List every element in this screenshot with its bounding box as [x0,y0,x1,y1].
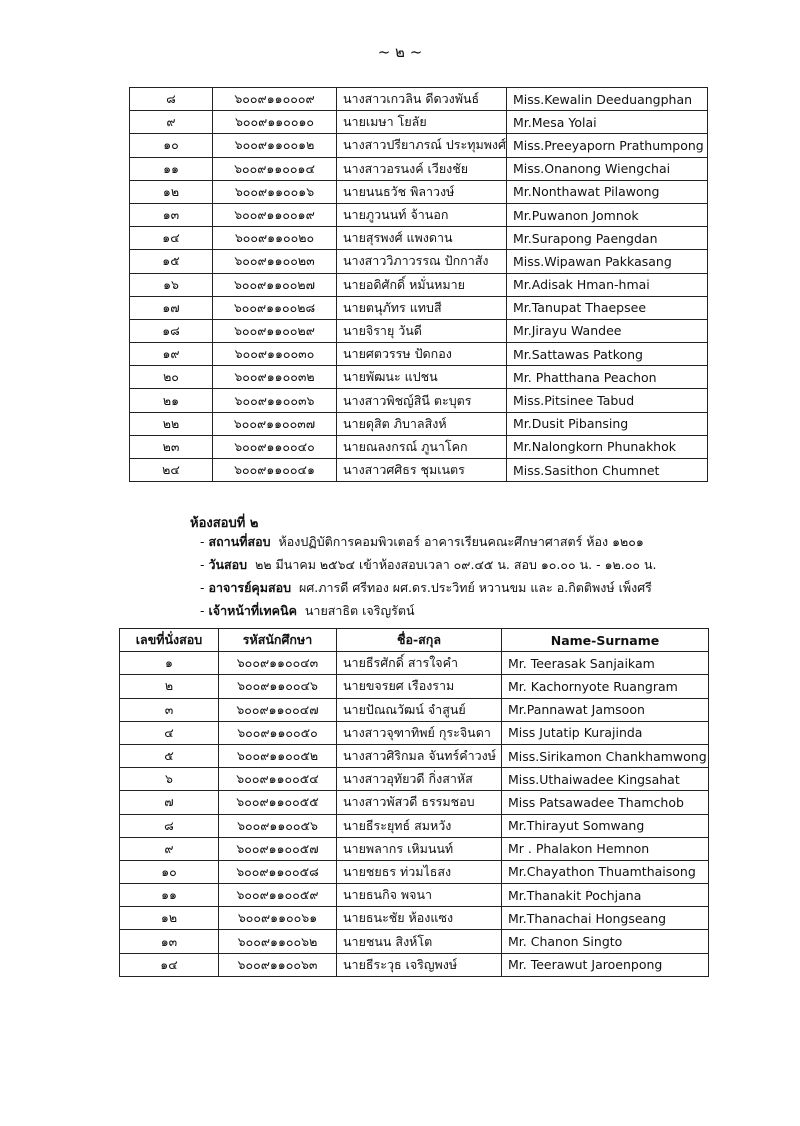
table-row [130,203,708,226]
table2-body [120,652,709,977]
seat-number-cell: ๗ [120,791,219,814]
table-row [130,111,708,134]
english-name-cell: Miss Jutatip Kurajinda [502,721,709,744]
table-row [130,273,708,296]
thai-name-cell: นายขจรยศ เรืองราม [337,675,502,698]
student-id-cell: ๖๐๐๙๑๑๐๐๐๙ [213,88,337,111]
table2-header-row [120,629,709,652]
seat-number-cell: ๘ [120,814,219,837]
student-id-cell: ๖๐๐๙๑๑๐๐๕๐ [219,721,337,744]
table-row [120,675,709,698]
student-id-cell: ๖๐๐๙๑๑๐๐๑๐ [213,111,337,134]
thai-name-cell: นางสาวพิชญ์สินี ตะบุตร [337,389,507,412]
english-name-cell: Mr.Surapong Paengdan [506,227,707,250]
english-name-cell: Miss.Wipawan Pakkasang [506,250,707,273]
proctor-value: ผศ.ภารดี ศรีทอง ผศ.ดร.ประวิทย์ หวานขม และ อ.กิตติพงษ์ เพ็งศรี [299,580,652,595]
tech-value: นายสาธิต เจริญรัตน์ [304,603,415,618]
student-id-cell: ๖๐๐๙๑๑๐๐๑๙ [213,203,337,226]
table-row [130,296,708,319]
seat-number-cell: ๑๒ [120,907,219,930]
english-name-cell: Mr.Mesa Yolai [506,111,707,134]
seat-number-cell: ๒๒ [130,412,213,435]
student-id-cell: ๖๐๐๙๑๑๐๐๒๗ [213,273,337,296]
table-row [120,953,709,976]
seat-number-cell: ๖ [120,768,219,791]
english-name-cell: Mr. Teerawut Jaroenpong [502,953,709,976]
seat-number-cell: ๑ [120,652,219,675]
table-row [120,791,709,814]
english-name-cell: Mr.Pannawat Jamsoon [502,698,709,721]
table-row [130,250,708,273]
english-name-cell: Mr.Nalongkorn Phunakhok [506,435,707,458]
english-name-cell: Mr.Thanachai Hongseang [502,907,709,930]
table-row [120,744,709,767]
date-label: วันสอบ [208,557,248,572]
table-row [130,343,708,366]
date-line: - วันสอบ ๒๒ มีนาคม ๒๕๖๔ เข้าห้องสอบเวลา ๐๙.๔๕ น. สอบ ๑๐.๐๐ น. - ๑๒.๐๐ น. [200,557,657,572]
seat-number-cell: ๑๘ [130,319,213,342]
student-id-cell: ๖๐๐๙๑๑๐๐๓๐ [213,343,337,366]
seat-number-cell: ๑๑ [120,884,219,907]
seat-number-cell: ๑๔ [120,953,219,976]
english-name-cell: Miss.Sirikamon Chankhamwong [502,744,709,767]
table-row [130,319,708,342]
seat-number-cell: ๑๖ [130,273,213,296]
english-name-cell: Mr.Dusit Pibansing [506,412,707,435]
student-id-cell: ๖๐๐๙๑๑๐๐๖๑ [219,907,337,930]
thai-name-cell: นายธีระยุทธ์ สมหวัง [337,814,502,837]
english-name-cell: Mr.Tanupat Thaepsee [506,296,707,319]
english-name-cell: Mr.Thirayut Somwang [502,814,709,837]
seat-number-cell: ๕ [120,744,219,767]
thai-name-cell: นายณลงกรณ์ ภูนาโคก [337,435,507,458]
english-name-cell: Miss.Preeyaporn Prathumpong [506,134,707,157]
english-name-cell: Mr . Phalakon Hemnon [502,837,709,860]
date-value: ๒๒ มีนาคม ๒๕๖๔ เข้าห้องสอบเวลา ๐๙.๔๕ น. สอบ ๑๐.๐๐ น. - ๑๒.๐๐ น. [255,557,657,572]
location-label: สถานที่สอบ [208,534,271,549]
table-row [130,88,708,111]
thai-name-cell: นายธีระวุธ เจริญพงษ์ [337,953,502,976]
table-row [130,412,708,435]
student-id-cell: ๖๐๐๙๑๑๐๐๖๓ [219,953,337,976]
table-row [130,366,708,389]
student-id-cell: ๖๐๐๙๑๑๐๐๓๖ [213,389,337,412]
student-id-cell: ๖๐๐๙๑๑๐๐๑๖ [213,180,337,203]
table-row [130,157,708,180]
student-id-cell: ๖๐๐๙๑๑๐๐๒๙ [213,319,337,342]
seat-number-cell: ๓ [120,698,219,721]
seat-number-cell: ๘ [130,88,213,111]
thai-name-cell: นายธนะชัย ห้องแซง [337,907,502,930]
thai-name-cell: นางสาวเกวลิน ดีดวงพันธ์ [337,88,507,111]
table-row [130,435,708,458]
seat-number-cell: ๑๗ [130,296,213,319]
table-row [120,860,709,883]
english-name-cell: Mr.Puwanon Jomnok [506,203,707,226]
thai-name-cell: นายตนุภัทร แทบสี [337,296,507,319]
student-id-cell: ๖๐๐๙๑๑๐๐๕๙ [219,884,337,907]
english-name-cell: Mr.Jirayu Wandee [506,319,707,342]
table-row [130,227,708,250]
english-name-cell: Mr.Thanakit Pochjana [502,884,709,907]
student-id-cell: ๖๐๐๙๑๑๐๐๔๐ [213,435,337,458]
english-name-cell: Miss.Pitsinee Tabud [506,389,707,412]
header-seat-number: เลขที่นั่งสอบ [120,629,219,652]
seat-number-cell: ๑๒ [130,180,213,203]
seat-number-cell: ๑๑ [130,157,213,180]
english-name-cell: Mr. Kachornyote Ruangram [502,675,709,698]
seat-number-cell: ๒ [120,675,219,698]
location-value: ห้องปฏิบัติการคอมพิวเตอร์ อาคารเรียนคณะศึกษาศาสตร์ ห้อง ๑๒๐๑ [278,534,644,549]
thai-name-cell: นางสาวพัสวดี ธรรมชอบ [337,791,502,814]
student-id-cell: ๖๐๐๙๑๑๐๐๓๗ [213,412,337,435]
seat-number-cell: ๑๕ [130,250,213,273]
thai-name-cell: นายศตวรรษ ปัดกอง [337,343,507,366]
exam-table-room1-continued [129,87,708,482]
table-row [120,652,709,675]
english-name-cell: Mr.Chayathon Thuamthaisong [502,860,709,883]
table1-body [130,88,708,482]
thai-name-cell: นายนนธวัช พิลาวงษ์ [337,180,507,203]
seat-number-cell: ๑๐ [130,134,213,157]
thai-name-cell: นายเมษา โยลัย [337,111,507,134]
table-row [120,721,709,744]
table-row [120,814,709,837]
table-row [120,768,709,791]
location-line: - สถานที่สอบ ห้องปฏิบัติการคอมพิวเตอร์ อาคารเรียนคณะศึกษาศาสตร์ ห้อง ๑๒๐๑ [200,534,644,549]
tech-label: เจ้าหน้าที่เทคนิค [208,603,297,618]
english-name-cell: Miss.Onanong Wiengchai [506,157,707,180]
seat-number-cell: ๙ [120,837,219,860]
seat-number-cell: ๒๔ [130,459,213,482]
thai-name-cell: นายธนกิจ พจนา [337,884,502,907]
table-row [120,884,709,907]
thai-name-cell: นายพลากร เหิมนนท์ [337,837,502,860]
thai-name-cell: นายปัณณวัฒน์ จำสูนย์ [337,698,502,721]
english-name-cell: Mr.Adisak Hman-hmai [506,273,707,296]
seat-number-cell: ๒๑ [130,389,213,412]
student-id-cell: ๖๐๐๙๑๑๐๐๔๓ [219,652,337,675]
thai-name-cell: นายภูวนนท์ จ้านอก [337,203,507,226]
student-id-cell: ๖๐๐๙๑๑๐๐๕๔ [219,768,337,791]
student-id-cell: ๖๐๐๙๑๑๐๐๔๗ [219,698,337,721]
thai-name-cell: นายชยธร ท่วมไธสง [337,860,502,883]
english-name-cell: Miss.Kewalin Deeduangphan [506,88,707,111]
student-id-cell: ๖๐๐๙๑๑๐๐๓๒ [213,366,337,389]
english-name-cell: Mr. Chanon Singto [502,930,709,953]
proctor-line: - อาจารย์คุมสอบ ผศ.ภารดี ศรีทอง ผศ.ดร.ประวิทย์ หวานขม และ อ.กิตติพงษ์ เพ็งศรี [200,580,652,595]
student-id-cell: ๖๐๐๙๑๑๐๐๕๘ [219,860,337,883]
student-id-cell: ๖๐๐๙๑๑๐๐๕๕ [219,791,337,814]
seat-number-cell: ๑๓ [120,930,219,953]
student-id-cell: ๖๐๐๙๑๑๐๐๒๓ [213,250,337,273]
table-row [130,389,708,412]
student-id-cell: ๖๐๐๙๑๑๐๐๑๒ [213,134,337,157]
student-id-cell: ๖๐๐๙๑๑๐๐๒๐ [213,227,337,250]
english-name-cell: Mr. Phatthana Peachon [506,366,707,389]
thai-name-cell: นายดุสิต ภิบาลสิงห์ [337,412,507,435]
thai-name-cell: นางสาวจุฑาทิพย์ กุระจินดา [337,721,502,744]
table-row [120,907,709,930]
english-name-cell: Mr.Sattawas Patkong [506,343,707,366]
student-id-cell: ๖๐๐๙๑๑๐๐๔๑ [213,459,337,482]
student-id-cell: ๖๐๐๙๑๑๐๐๑๔ [213,157,337,180]
seat-number-cell: ๑๓ [130,203,213,226]
student-id-cell: ๖๐๐๙๑๑๐๐๔๖ [219,675,337,698]
student-id-cell: ๖๐๐๙๑๑๐๐๒๘ [213,296,337,319]
header-thai-name: ชื่อ-สกุล [337,629,502,652]
exam-table-room2 [119,628,709,977]
thai-name-cell: นางสาววิภาวรรณ ปักกาสัง [337,250,507,273]
english-name-cell: Mr. Teerasak Sanjaikam [502,652,709,675]
table-row [130,134,708,157]
student-id-cell: ๖๐๐๙๑๑๐๐๕๒ [219,744,337,767]
seat-number-cell: ๔ [120,721,219,744]
english-name-cell: Mr.Nonthawat Pilawong [506,180,707,203]
thai-name-cell: นายชนน สิงห์โต [337,930,502,953]
english-name-cell: Miss.Uthaiwadee Kingsahat [502,768,709,791]
thai-name-cell: นางสาวอรนงค์ เวียงชัย [337,157,507,180]
thai-name-cell: นายอดิศักดิ์ หมั่นหมาย [337,273,507,296]
seat-number-cell: ๑๙ [130,343,213,366]
seat-number-cell: ๑๔ [130,227,213,250]
seat-number-cell: ๒๓ [130,435,213,458]
student-id-cell: ๖๐๐๙๑๑๐๐๕๖ [219,814,337,837]
table-row [120,930,709,953]
page-number: ~ ๒ ~ [377,43,423,61]
thai-name-cell: นายสุรพงศ์ แพงดาน [337,227,507,250]
student-id-cell: ๖๐๐๙๑๑๐๐๖๒ [219,930,337,953]
thai-name-cell: นายจิรายุ วันดี [337,319,507,342]
table-row [120,698,709,721]
thai-name-cell: นางสาวปรียาภรณ์ ประทุมพงศ์ [337,134,507,157]
seat-number-cell: ๒๐ [130,366,213,389]
seat-number-cell: ๙ [130,111,213,134]
thai-name-cell: นางสาวอุทัยวดี กิ่งสาหัส [337,768,502,791]
english-name-cell: Miss Patsawadee Thamchob [502,791,709,814]
thai-name-cell: นายพัฒนะ แปชน [337,366,507,389]
header-english-name: Name-Surname [502,629,709,652]
seat-number-cell: ๑๐ [120,860,219,883]
student-id-cell: ๖๐๐๙๑๑๐๐๕๗ [219,837,337,860]
table-row [120,837,709,860]
english-name-cell: Miss.Sasithon Chumnet [506,459,707,482]
thai-name-cell: นางสาวศศิธร ชุมเนตร [337,459,507,482]
header-student-id: รหัสนักศึกษา [219,629,337,652]
table-row [130,180,708,203]
table-row [130,459,708,482]
thai-name-cell: นางสาวศิริกมล จันทร์คำวงษ์ [337,744,502,767]
thai-name-cell: นายธีรศักดิ์ สารใจคำ [337,652,502,675]
proctor-label: อาจารย์คุมสอบ [208,580,292,595]
tech-line: - เจ้าหน้าที่เทคนิค นายสาธิต เจริญรัตน์ [200,603,415,618]
room-title: ห้องสอบที่ ๒ [190,516,259,531]
